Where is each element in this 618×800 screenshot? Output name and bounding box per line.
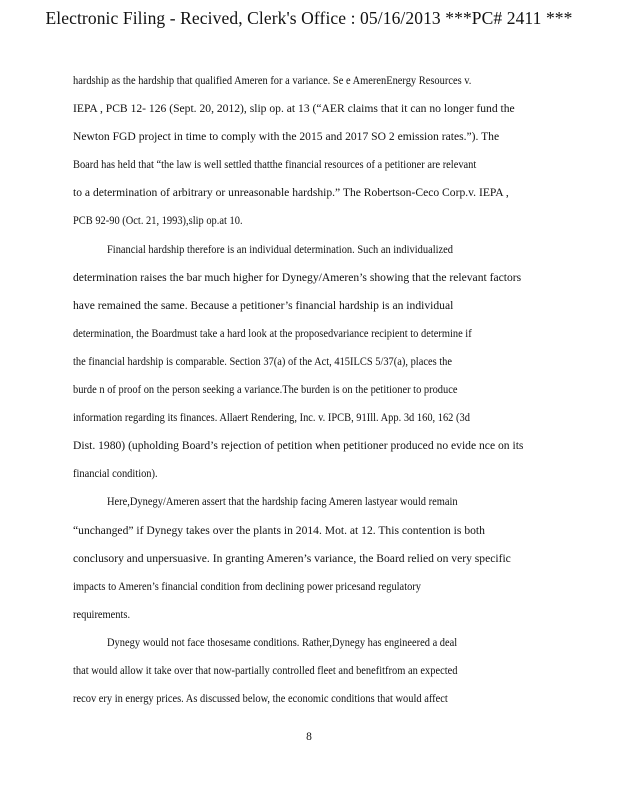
body-line: financial condition). [73, 467, 158, 481]
body-line: Financial hardship therefore is an individual determination. Such an individualized [107, 242, 453, 256]
body-line: Dynegy would not face thosesame conditions. Rather,Dynegy has engineered a deal [107, 635, 458, 649]
body-line: “unchanged” if Dynegy takes over the plants in 2014. Mot. at 12. This contention is both [73, 523, 485, 537]
body-line: IEPA , PCB 12- 126 (Sept. 20, 2012), slip op. at 13 (“AER claims that it can no longer fund the [73, 102, 515, 116]
body-line: Board has held that “the law is well settled thatthe financial resources of a petitioner are relevant [73, 158, 477, 172]
body-line: Here,Dynegy/Ameren assert that the hardship facing Ameren lastyear would remain [107, 495, 458, 509]
body-line: determination raises the bar much higher for Dynegy/Ameren’s showing that the relevant factors [73, 270, 522, 284]
body-line: recov ery in energy prices. As discussed below, the economic conditions that would affect [73, 692, 448, 706]
body-line: burde n of proof on the person seeking a variance.The burden is on the petitioner to produce [73, 383, 458, 397]
body-line: Newton FGD project in time to comply with the 2015 and 2017 SO 2 emission rates.”). The [73, 130, 500, 144]
body-line: to a determination of arbitrary or unreasonable hardship.” The Robertson-Ceco Corp.v. IEPA , [73, 186, 509, 200]
body-line: conclusory and unpersuasive. In granting Ameren’s variance, the Board relied on very specific [73, 551, 511, 565]
body-line: have remained the same. Because a petitioner’s financial hardship is an individual [73, 298, 454, 312]
body-line: information regarding its finances. Allaert Rendering, Inc. v. IPCB, 91Ill. App. 3d 160, 162 (3d [73, 411, 470, 425]
body-line: PCB 92-90 (Oct. 21, 1993),slip op.at 10. [73, 214, 243, 228]
body-line: that would allow it take over that now-partially controlled fleet and benefitfrom an expected [73, 663, 458, 677]
page-number: 8 [306, 731, 312, 743]
body-line: determination, the Boardmust take a hard look at the proposedvariance recipient to determine if [73, 326, 472, 340]
body-line: requirements. [73, 607, 131, 621]
filing-stamp-header: Electronic Filing - Recived, Clerk's Office : 05/16/2013 ***PC# 2411 *** [45, 8, 573, 28]
body-line: the financial hardship is comparable. Section 37(a) of the Act, 415ILCS 5/37(a), places the [73, 354, 453, 368]
body-line: Dist. 1980) (upholding Board’s rejection of petition when petitioner produced no evide nce on its [73, 439, 524, 453]
body-line: impacts to Ameren’s financial condition from declining power pricesand regulatory [73, 579, 422, 593]
body-line: hardship as the hardship that qualified Ameren for a variance. Se e AmerenEnergy Resources v. [73, 74, 472, 87]
document-body [73, 67, 524, 713]
